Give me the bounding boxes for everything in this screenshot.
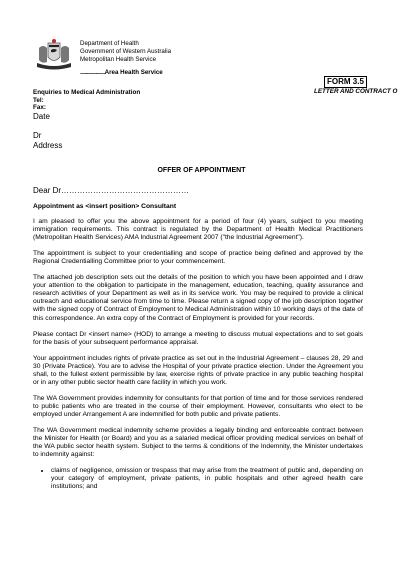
area-health-service (80, 69, 163, 76)
date-field: Date (33, 112, 50, 121)
service-name: Metropolitan Health Service (80, 56, 157, 63)
paragraph-job-description: The attached job description sets out the details of the position to which you have been appointed and I draw your attention to the obligation to participate in the management, education, teaching, quality assurance and research activities of your Department as well as in its service work. You may be required to provide a clinical outreach and educational service from time to time. Please return a signed copy of the job description together with the signed copy of Contract of Employment to Medical Administration within 10 working days of the date of this correspondence. An extra copy of the Contract of Employment is provided for your records. (33, 274, 363, 322)
government-name: Government of Western Australia (80, 48, 172, 55)
recipient-address: Address (33, 140, 63, 150)
area-prefix-dots: ...................... (80, 69, 105, 76)
appointment-subheading: Appointment as <insert position> Consultant (33, 203, 177, 210)
list-item: • claims of negligence, omission or trespass that may arise from the treatment of public and, depending on your category of employment, private patients, in public hospitals and other agreed health care institutions; and (51, 467, 363, 491)
fax-label: Fax: (33, 104, 46, 112)
form-number-box: FORM 3.5 (324, 76, 367, 88)
paragraph-indemnity: The WA Government provides indemnity for consultants for that portion of time and for those services rendered to public patients who are treated in the course of their employment. However, consultants who elect to be employed under Arrangement A are indemnified for both public and private patients. (33, 394, 363, 418)
salutation: Dear Dr………………………………………… (33, 186, 190, 195)
enquiries-block (33, 89, 140, 112)
letterhead-organisation (80, 40, 171, 64)
paragraph-contact-hod: Please contact Dr <insert name> (HOD) to arrange a meeting to discuss mutual expectations and to set goals for the basis of your subsequent performance appraisal. (33, 330, 363, 346)
recipient-title: Dr (33, 131, 42, 140)
tel-label: Tel: (33, 96, 44, 104)
recipient-block (33, 131, 62, 151)
paragraph-term: I am pleased to offer you the above appointment for a period of four (4) years, subject to you meeting immigration requirements. This contract is regulated by the Department of Health Medical Practitioners (Metropolitan Health Services) AMA Industrial Agreement 2007 ("the Industrial Agreement"). (33, 218, 363, 242)
department-name: Department of Health (80, 40, 139, 47)
paragraph-indemnity-scheme: The WA Government medical indemnity scheme provides a legally binding and enforceable contract between the Minister for Health (or Board) and you as a salaried medical officer providing medical services on behalf of the WA public sector health system. Subject to the terms & conditions of the Indemnity, the Minister undertakes to indemnity against: (33, 426, 363, 459)
paragraph-credentialling: The appointment is subject to your credentialling and scope of practice being defined and approved by the Regional Credentialling Committee prior to your commencement. (33, 250, 363, 266)
letter-body (33, 203, 363, 491)
letter-heading: OFFER OF APPOINTMENT (157, 167, 246, 174)
form-subtitle: LETTER AND CONTRACT O (314, 88, 398, 95)
wa-coat-of-arms-icon (33, 38, 75, 72)
indemnity-list (33, 467, 363, 491)
area-health-service-label: Area Health Service (104, 69, 163, 76)
enquiries-line: Enquiries to Medical Administration (33, 89, 141, 96)
paragraph-private-practice: Your appointment includes rights of private practice as set out in the Industrial Agreement – clauses 28, 29 and 30 (Private Practice). You are to advise the Hospital of your private practice election. Under the Agreement you shall, to the fullest extent permissible by law, exercise rights of private practice in any public teaching hospital or in any other public sector health care facility in which you work. (33, 354, 363, 386)
